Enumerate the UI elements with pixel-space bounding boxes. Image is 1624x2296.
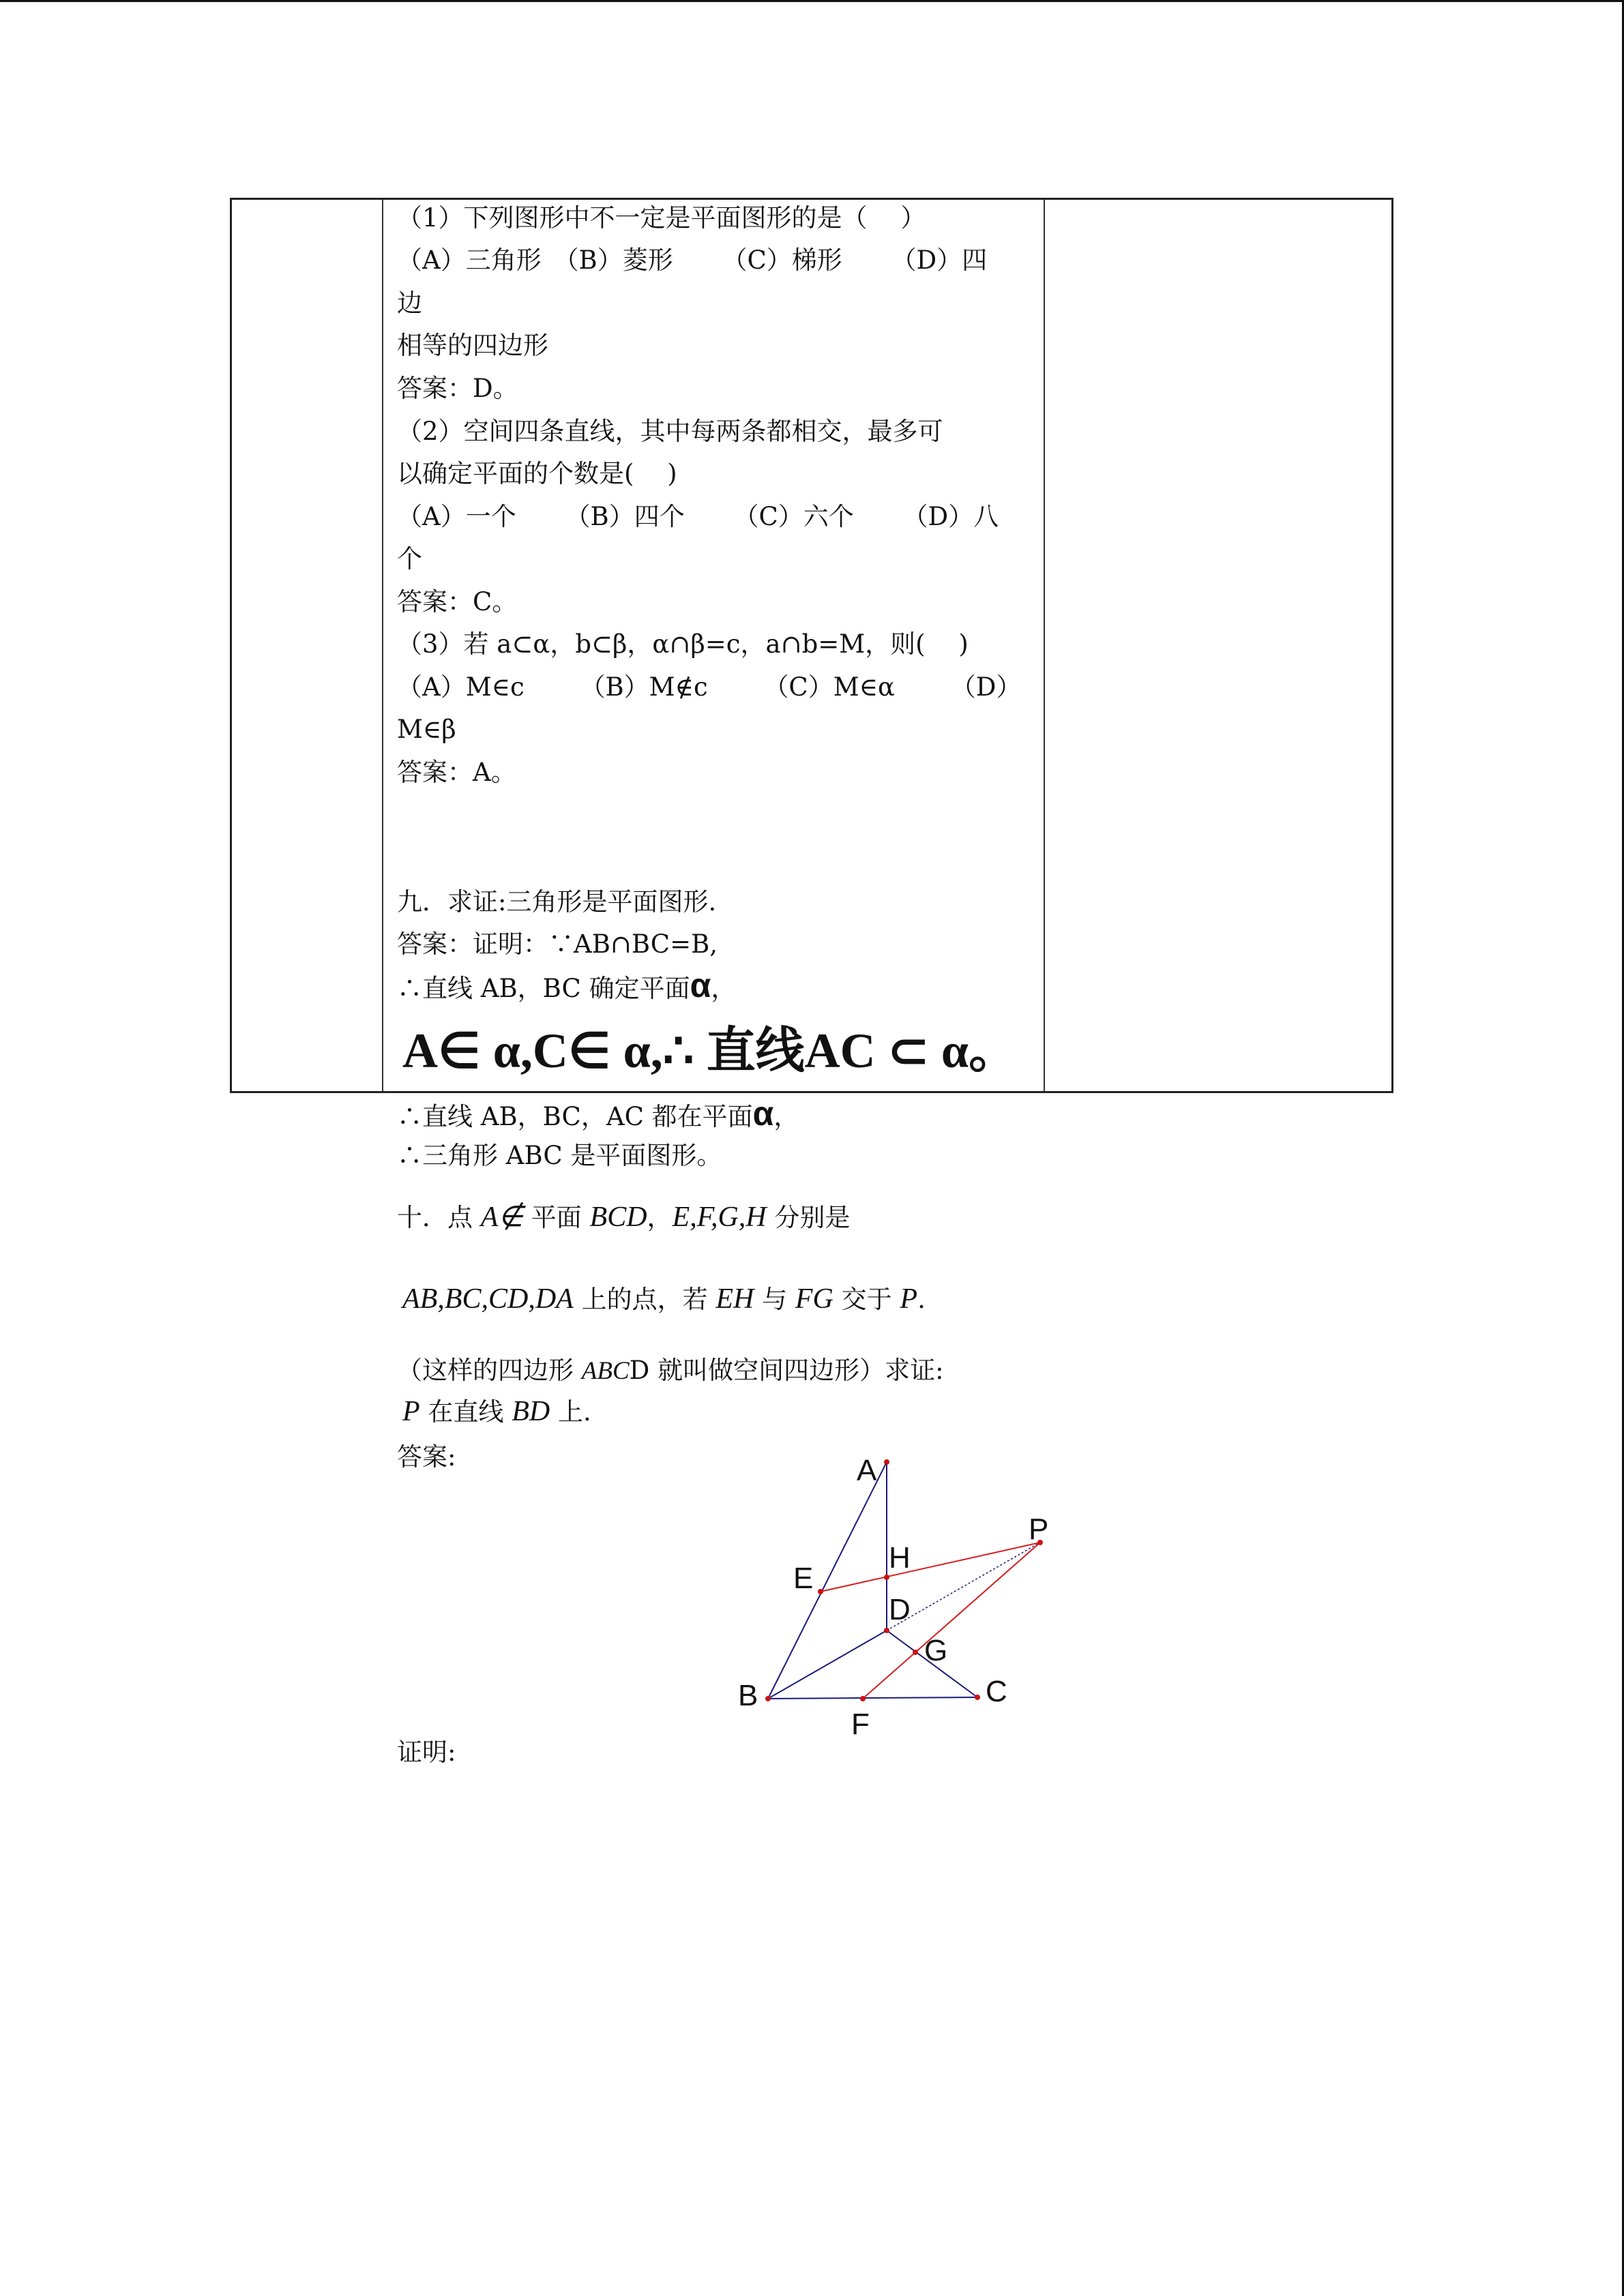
q2-option-b: （B）四个 (565, 502, 685, 531)
label-a: A (857, 1454, 877, 1487)
q1-option-b: （B）菱形 (553, 245, 673, 275)
label-c: C (986, 1675, 1007, 1708)
q9-line-4: ∴直线 AB，BC，AC 都在平面α， (397, 1094, 799, 1133)
q2-stem-1: （2）空间四条直线，其中每两条都相交，最多可 (397, 417, 943, 446)
q2-option-d: （D）八 (902, 502, 999, 531)
q2-wrap-1: 个 (397, 544, 422, 573)
q2-option-a: （A）一个 (397, 502, 516, 531)
q3-option-c: （C）M∈α (763, 672, 896, 702)
alpha-symbol: α (690, 966, 711, 1004)
table-column-left (232, 200, 383, 1091)
q3-option-d: （D） (950, 672, 1022, 702)
spatial-quadrilateral-diagram (723, 1441, 1064, 1761)
q1-stem: （1）下列图形中不一定是平面图形的是（ ） (397, 203, 926, 233)
q3-answer: 答案：A。 (397, 758, 516, 787)
q10-proof: 证明: (397, 1738, 456, 1767)
q1-wrap-1: 边 (397, 288, 422, 318)
q3-wrap-1: M∈β (397, 715, 456, 744)
q9-line-1: 答案：证明：∵AB∩BC=B, (397, 929, 718, 959)
q1-wrap-2: 相等的四边形 (397, 331, 548, 360)
q3-option-b: （B）M∉c (580, 672, 708, 702)
label-d: D (889, 1593, 911, 1626)
alpha-symbol: α (752, 1094, 774, 1133)
q2-answer: 答案：C。 (397, 587, 518, 616)
q2-option-c: （C）六个 (733, 502, 854, 531)
q1-option-a: （A）三角形 (397, 245, 542, 275)
label-h: H (889, 1541, 911, 1575)
q10-line-1: 十．点 A∉ 平面 BCD，E,F,G,H 分别是 (397, 1202, 851, 1233)
q10-line-3: （这样的四边形 ABCD 就叫做空间四边形）求证: (397, 1356, 944, 1385)
label-f: F (851, 1708, 870, 1741)
q2-stem-2: 以确定平面的个数是( ) (397, 459, 677, 488)
table-column-right (1045, 200, 1391, 1091)
label-e: E (793, 1562, 814, 1595)
label-p: P (1029, 1512, 1049, 1546)
q1-options (397, 245, 987, 275)
q3-stem: （3）若 a⊂α，b⊂β，α∩β=c，a∩b=M，则( ) (397, 629, 969, 659)
q10-line-2: AB,BC,CD,DA 上的点，若 EH 与 FG 交于 P. (402, 1283, 926, 1315)
q1-answer: 答案：D。 (397, 374, 518, 403)
q1-option-c: （C）梯形 (722, 245, 842, 275)
q9-line-2: ∴直线 AB，BC 确定平面α， (397, 966, 737, 1004)
q1-option-d: （D）四 (891, 245, 988, 275)
q9-title: 九．求证:三角形是平面图形. (397, 887, 717, 916)
label-b: B (738, 1679, 758, 1712)
label-g: G (924, 1634, 948, 1667)
q2-options (397, 502, 999, 532)
q9-line-5: ∴三角形 ABC 是平面图形。 (397, 1141, 722, 1170)
q10-answer: 答案: (397, 1442, 456, 1472)
q9-line-3: A∈ α,C∈ α,∴ 直线AC ⊂ α。 (402, 1024, 1018, 1078)
q10-line-4: P 在直线 BD 上. (402, 1396, 591, 1427)
q3-options (397, 672, 1021, 702)
q3-option-a: （A）M∈c (397, 672, 525, 702)
